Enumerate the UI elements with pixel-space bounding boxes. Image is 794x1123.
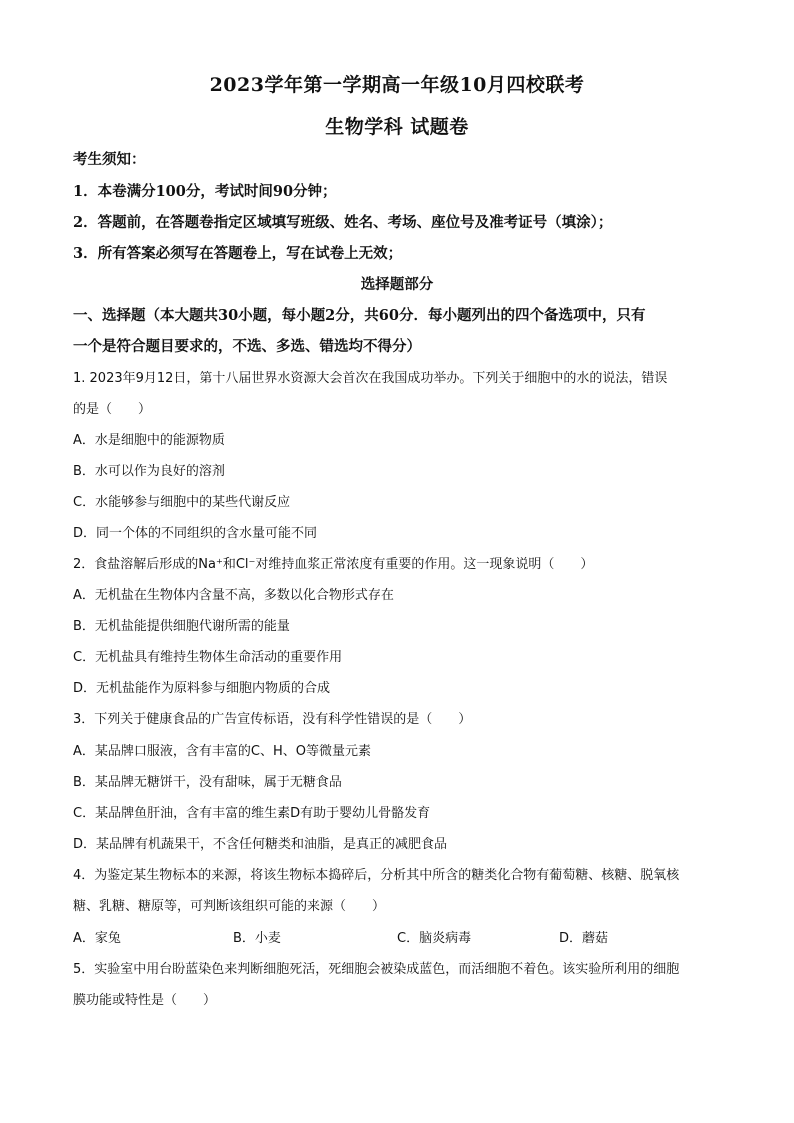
notice-item-1: 1．本卷满分100分，考试时间90分钟； xyxy=(73,183,337,200)
question-2-option-c: C．无机盐具有维持生物体生命活动的重要作用 xyxy=(73,650,343,665)
section-instruction-line1: 一、选择题（本大题共30小题，每小题2分，共60分．每小题列出的四个备选项中，只有 xyxy=(73,307,646,324)
question-1-option-a: A．水是细胞中的能源物质 xyxy=(73,433,225,448)
question-1-option-c: C．水能够参与细胞中的某些代谢反应 xyxy=(73,495,291,510)
question-3-stem: 3．下列关于健康食品的广告宣传标语，没有科学性错误的是（ ） xyxy=(73,712,472,727)
question-4-option-a: A．家兔 xyxy=(73,931,121,946)
question-1-option-d: D．同一个体的不同组织的含水量可能不同 xyxy=(73,526,318,541)
question-4-stem-line1: 4．为鉴定某生物标本的来源，将该生物标本捣碎后，分析其中所含的糖类化合物有葡萄糖、核糖、脱氧核 xyxy=(73,868,680,883)
notice-item-2: 2．答题前，在答题卷指定区域填写班级、姓名、考场、座位号及准考证号（填涂）； xyxy=(73,214,613,231)
question-2-stem: 2．食盐溶解后形成的Na⁺和Cl⁻对维持血浆正常浓度有重要的作用。这一现象说明（ ） xyxy=(73,557,594,572)
notice-heading: 考生须知： xyxy=(73,151,146,168)
question-4-stem-line2: 糖、乳糖、糖原等，可判断该组织可能的来源（ ） xyxy=(73,899,386,914)
question-5-stem-line1: 5．实验室中用台盼蓝染色来判断细胞死活，死细胞会被染成蓝色，而活细胞不着色。该实验所利用的细胞 xyxy=(73,962,680,977)
question-1-option-b: B．水可以作为良好的溶剂 xyxy=(73,464,225,479)
question-4-options xyxy=(73,929,733,949)
section-instruction-line2: 一个是符合题目要求的，不选、多选、错选均不得分） xyxy=(73,338,421,355)
question-4-option-d: D．蘑菇 xyxy=(559,931,609,946)
section-title: 选择题部分 xyxy=(360,276,434,293)
question-3-option-a: A．某品牌口服液，含有丰富的C、H、O等微量元素 xyxy=(73,744,371,759)
question-2-option-a: A．无机盐在生物体内含量不高，多数以化合物形式存在 xyxy=(73,588,394,603)
question-2-option-d: D．无机盐能作为原料参与细胞内物质的合成 xyxy=(73,681,331,696)
question-3-option-b: B．某品牌无糖饼干，没有甜味，属于无糖食品 xyxy=(73,775,342,790)
question-3-option-c: C．某品牌鱼肝油，含有丰富的维生素D有助于婴幼儿骨骼发育 xyxy=(73,806,431,821)
question-3-option-d: D．某品牌有机蔬果干，不含任何糖类和油脂，是真正的减肥食品 xyxy=(73,837,448,852)
question-4-option-b: B．小麦 xyxy=(233,931,281,946)
question-1-stem-line2: 的是（ ） xyxy=(73,402,152,417)
question-5-stem-line2: 膜功能或特性是（ ） xyxy=(73,993,217,1008)
exam-title: 2023学年第一学期高一年级10月四校联考 xyxy=(209,74,585,96)
question-1-stem-line1: 1. 2023年9月12日，第十八届世界水资源大会首次在我国成功举办。下列关于细胞中的水的说法，错误 xyxy=(73,371,668,386)
question-4-option-c: C．脑炎病毒 xyxy=(397,931,472,946)
notice-item-3: 3．所有答案必须写在答题卷上，写在试卷上无效； xyxy=(73,245,403,262)
exam-subtitle: 生物学科 试题卷 xyxy=(325,116,469,138)
question-2-option-b: B．无机盐能提供细胞代谢所需的能量 xyxy=(73,619,290,634)
